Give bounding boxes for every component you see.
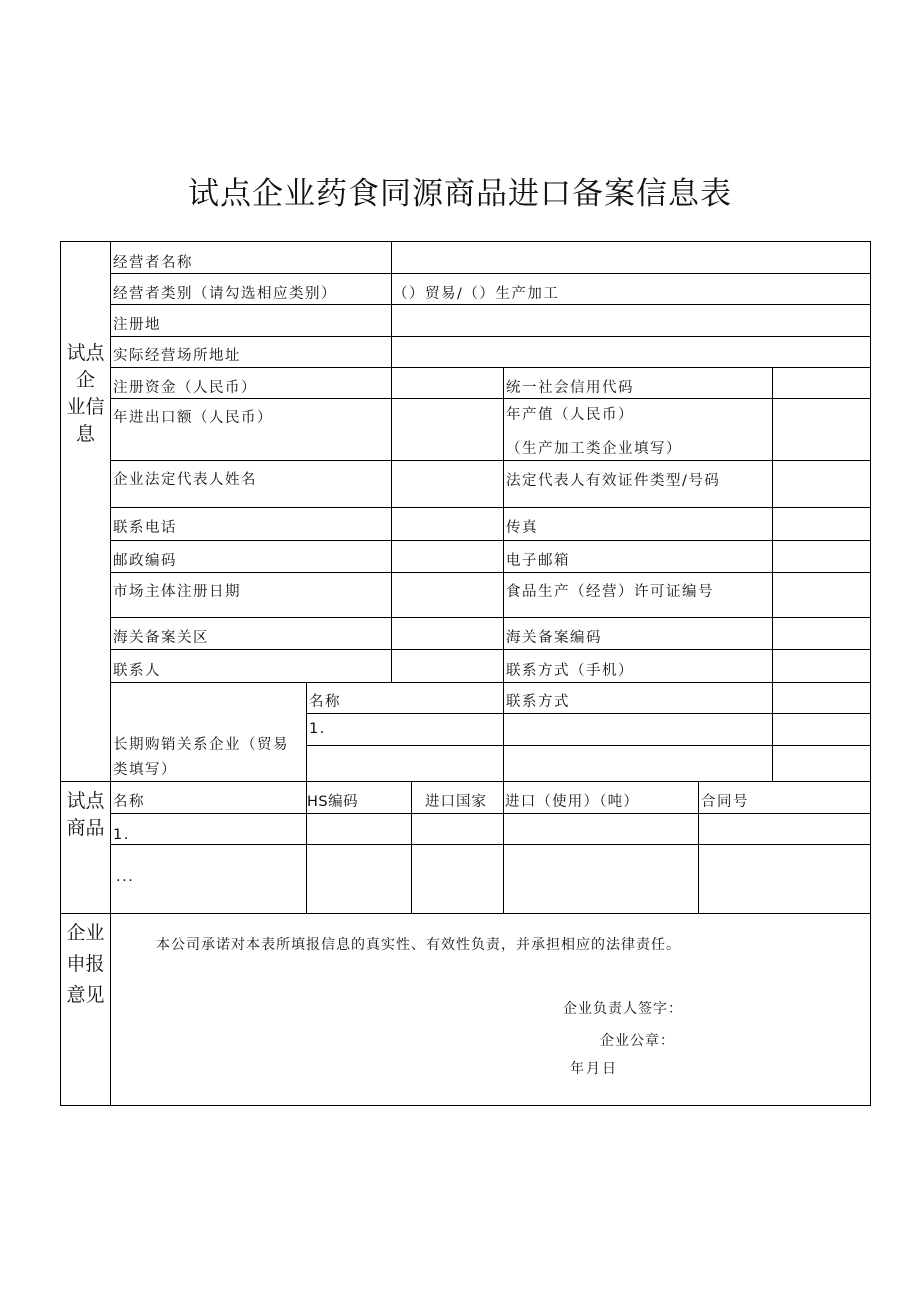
row-line <box>110 572 871 573</box>
table-border-bottom <box>60 1105 871 1106</box>
enterprise-section-label: 试点 企 业信 息 <box>66 342 105 445</box>
seal-label: 企业公章： <box>600 1033 675 1049</box>
annual-output-label: 年产值（人民币） <box>506 407 634 423</box>
row-line <box>306 745 871 746</box>
row-line <box>110 540 871 541</box>
goods-header-hs-code: HS编码 <box>307 794 359 810</box>
phone-label: 联系电话 <box>113 520 177 536</box>
section-divider <box>60 913 871 914</box>
row-line <box>110 273 871 274</box>
contact-mobile-label: 联系方式（手机） <box>506 663 634 679</box>
signature-label: 企业负责人签字： <box>563 1001 683 1017</box>
row-line <box>110 367 871 368</box>
goods-ellipsis: ··· <box>116 873 135 889</box>
row-line <box>110 649 871 650</box>
row-line <box>110 617 871 618</box>
column-line <box>772 367 773 781</box>
column-line <box>698 781 699 913</box>
table-border-right <box>870 241 871 1106</box>
column-line <box>306 682 307 781</box>
row-line <box>110 336 871 337</box>
goods-header-import-quantity: 进口（使用）（吨） <box>505 794 640 810</box>
business-address-label: 实际经营场所地址 <box>113 348 241 364</box>
label-column-line <box>110 241 111 1106</box>
row-line <box>110 844 871 845</box>
column-line <box>411 781 412 913</box>
table-border-top <box>60 241 871 242</box>
customs-district-label: 海关备案关区 <box>113 630 209 646</box>
legal-rep-name-label: 企业法定代表人姓名 <box>113 472 257 488</box>
registration-date-label: 市场主体注册日期 <box>113 584 241 600</box>
goods-header-name: 名称 <box>113 794 145 810</box>
contact-person-label: 联系人 <box>113 663 161 679</box>
credit-code-label: 统一社会信用代码 <box>506 380 634 396</box>
annual-output-note: （生产加工类企业填写） <box>506 441 682 457</box>
column-line <box>503 367 504 781</box>
row-line <box>110 507 871 508</box>
row-line <box>110 813 871 814</box>
declaration-statement: 本公司承诺对本表所填报信息的真实性、有效性负责，并承担相应的法律责任。 <box>156 937 681 953</box>
annual-trade-label: 年进出口额（人民币） <box>113 410 273 426</box>
goods-section-label: 试点 商品 <box>66 790 105 839</box>
operator-type-options[interactable]: （）贸易/（）生产加工 <box>393 286 560 302</box>
registered-capital-label: 注册资金（人民币） <box>113 380 257 396</box>
row-line <box>110 460 871 461</box>
date-label: 年月日 <box>570 1061 618 1077</box>
row-line <box>110 398 871 399</box>
registered-place-label: 注册地 <box>113 317 161 333</box>
partner-name-header: 名称 <box>309 694 341 710</box>
legal-rep-id-label: 法定代表人有效证件类型/号码 <box>506 473 721 489</box>
goods-header-contract-no: 合同号 <box>701 794 749 810</box>
section-divider <box>60 781 871 782</box>
customs-code-label: 海关备案编码 <box>506 630 602 646</box>
postcode-label: 邮政编码 <box>113 553 177 569</box>
declaration-section-label: 企业 申报 意见 <box>66 922 105 1006</box>
column-line <box>503 781 504 913</box>
column-line <box>391 241 392 682</box>
partner-first-index: 1. <box>309 721 326 737</box>
goods-first-index: 1. <box>113 827 130 843</box>
form-title: 试点企业药食同源商品进口备案信息表 <box>188 176 732 212</box>
row-line <box>110 682 871 683</box>
row-line <box>306 713 871 714</box>
operator-name-label: 经营者名称 <box>113 255 193 271</box>
goods-header-origin-country: 进口国家 <box>425 794 487 810</box>
operator-type-label: 经营者类别（请勾选相应类别） <box>113 286 337 302</box>
email-label: 电子邮箱 <box>506 553 570 569</box>
food-license-label: 食品生产（经营）许可证编号 <box>506 584 714 600</box>
partner-contact-header: 联系方式 <box>506 694 570 710</box>
row-line <box>110 304 871 305</box>
fax-label: 传真 <box>506 520 538 536</box>
